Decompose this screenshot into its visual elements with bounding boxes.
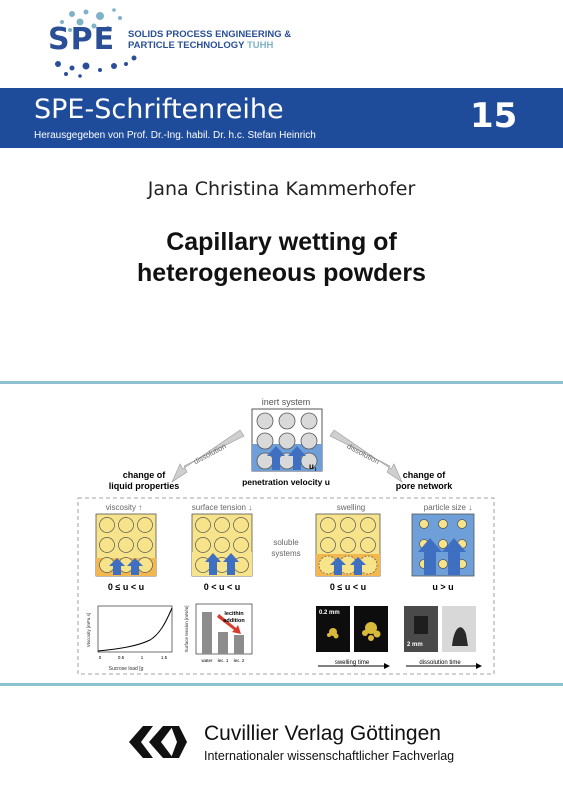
series-title: SPE-Schriftenreihe xyxy=(34,94,284,125)
book-author: Jana Christina Kammerhofer xyxy=(147,178,416,200)
publisher-name: Cuvillier Verlag Göttingen xyxy=(204,722,441,745)
panel-2-relation: 0 < u < u xyxy=(203,582,241,592)
plot-2-annotation-1: lecithin xyxy=(224,611,244,617)
inert-ui-sub: i xyxy=(315,467,317,473)
logo-spe-letters: SPE xyxy=(48,22,116,57)
svg-text:1: 1 xyxy=(140,655,144,660)
svg-text:0: 0 xyxy=(98,655,102,660)
soluble-line-2: systems xyxy=(271,549,301,558)
book-title-line-1: Capillary wetting of xyxy=(166,228,397,256)
book-title-line-2: heterogeneous powders xyxy=(137,259,426,287)
soluble-line-1: soluble xyxy=(273,538,299,547)
dissolution-label-right: dissolution xyxy=(345,441,381,467)
panel-3-relation: 0 ≤ u < u xyxy=(329,582,367,592)
book-title xyxy=(0,227,563,289)
penetration-velocity-label: penetration velocity u xyxy=(242,477,330,487)
logo-line-2: PARTICLE TECHNOLOGY TUHH xyxy=(128,40,274,51)
inert-system-label: inert system xyxy=(261,397,311,407)
swelling-time-label: swelling time xyxy=(334,660,370,666)
logo-line-1: SOLIDS PROCESS ENGINEERING & xyxy=(128,29,292,40)
swelling-scale: 0.2 mm xyxy=(319,610,340,616)
change-liquid-line-2: liquid properties xyxy=(108,481,180,491)
svg-text:0.5: 0.5 xyxy=(117,655,125,660)
inert-ui-label: u xyxy=(309,462,314,471)
plot-2-bar-lec2 xyxy=(234,635,244,654)
publisher-subtitle: Internationaler wissenschaftlicher Fachverlag xyxy=(204,749,455,763)
change-liquid-line-1: change of xyxy=(122,470,166,480)
panel-3-label: swelling xyxy=(336,503,366,512)
svg-text:lec. 2: lec. 2 xyxy=(233,658,245,663)
bottom-rule xyxy=(0,683,563,686)
logo-text xyxy=(128,29,291,51)
dissolution-time-label: dissolution time xyxy=(419,660,461,666)
change-pore-line-1: change of xyxy=(402,470,446,480)
panel-4-label: particle size ↓ xyxy=(423,503,473,512)
panel-1-relation: 0 ≤ u < u xyxy=(107,582,145,592)
plot-1-ylabel: Viscosity [mPa s] xyxy=(86,612,91,648)
plot-1-xlabel: Sucrose load [g xyxy=(108,666,144,672)
dissolution-scale: 2 mm xyxy=(407,642,423,648)
plot-2-ylabel: Surface tension [mN/m] xyxy=(184,605,189,653)
svg-text:water: water xyxy=(201,658,213,663)
svg-text:1.5: 1.5 xyxy=(160,655,168,660)
panel-1-label: viscosity ↑ xyxy=(105,503,143,512)
svg-text:lec. 1: lec. 1 xyxy=(217,658,229,663)
panel-2-label: surface tension ↓ xyxy=(191,503,253,512)
cover-diagram xyxy=(76,394,496,678)
plot-2-bar-lec1 xyxy=(218,632,228,654)
dissolution-label-left: dissolution xyxy=(192,441,228,467)
plot-2-bar-water xyxy=(202,612,212,654)
cuvillier-logo-icon xyxy=(125,718,195,766)
logo-tuhh: TUHH xyxy=(246,40,274,51)
plot-2-annotation-2: addition xyxy=(223,618,245,624)
change-pore-line-2: pore network xyxy=(395,481,453,491)
series-number: 15 xyxy=(470,96,518,136)
panel-4-relation: u > u xyxy=(432,582,454,592)
series-editor: Herausgegeben von Prof. Dr.-Ing. habil. Dr. h.c. Stefan Heinrich xyxy=(34,130,316,141)
top-rule xyxy=(0,381,563,384)
